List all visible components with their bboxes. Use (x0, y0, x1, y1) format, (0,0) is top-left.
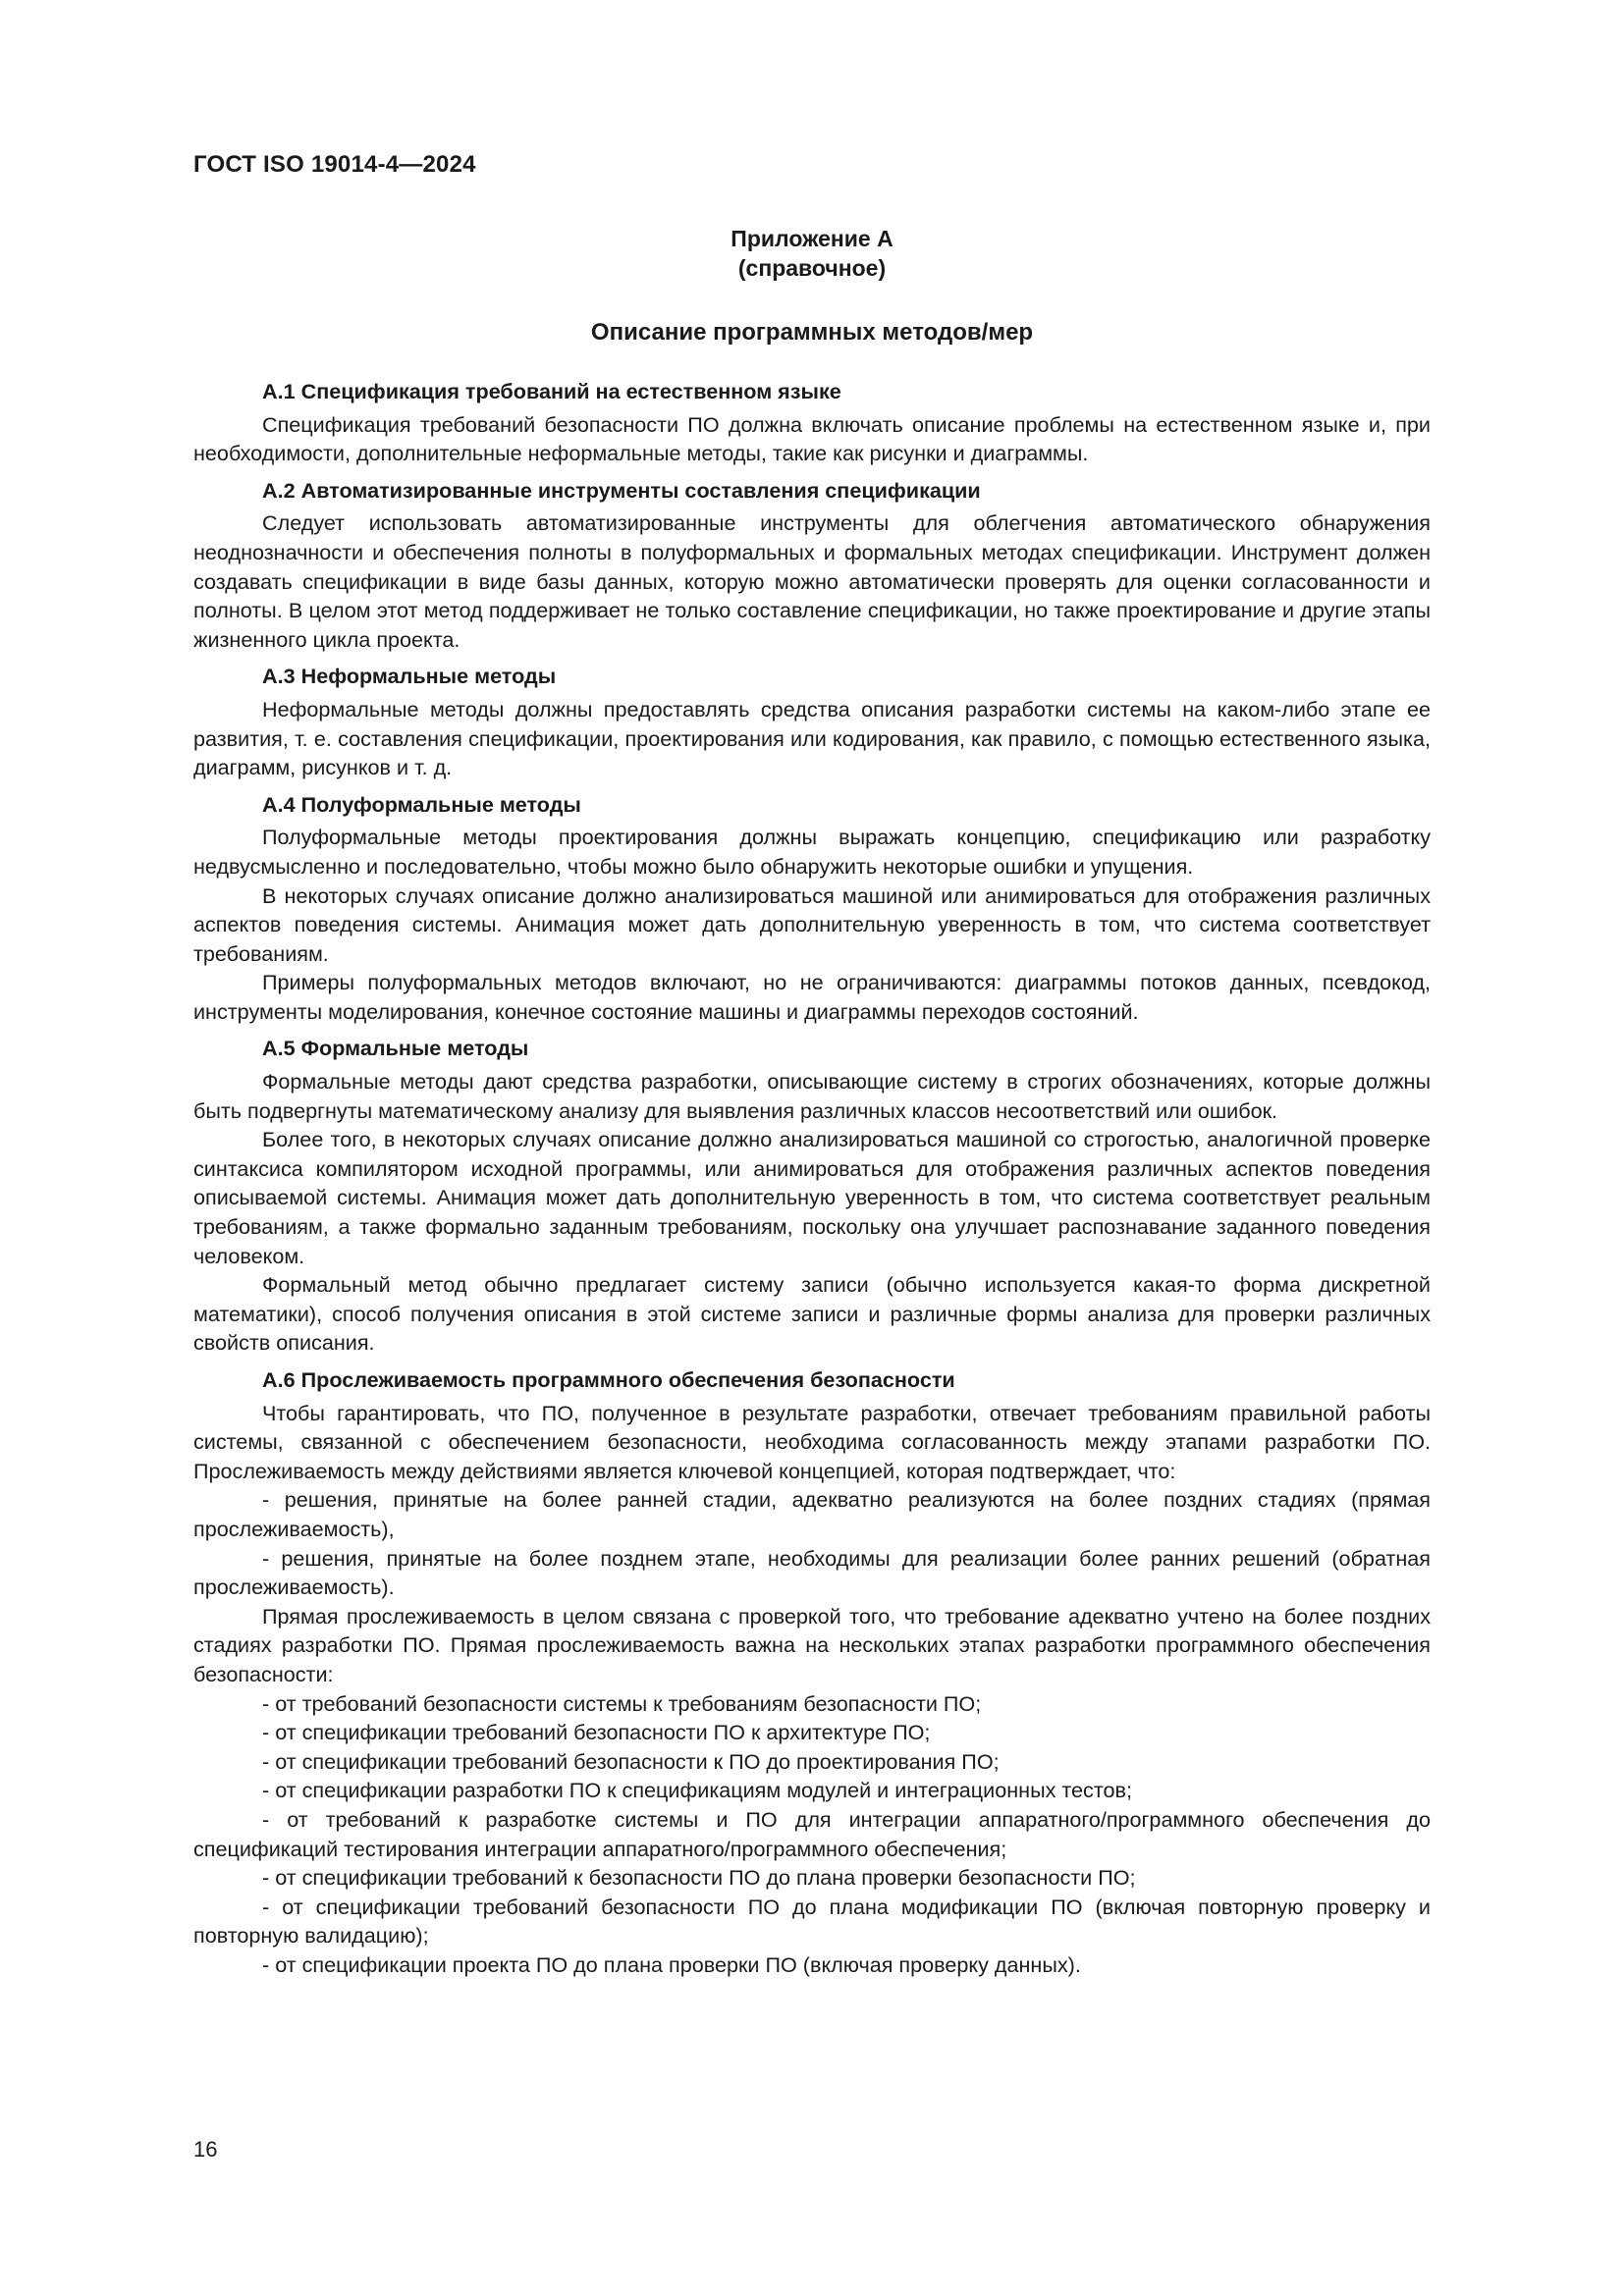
appendix-block (193, 224, 1431, 283)
list-item: - от спецификации разработки ПО к спецификациям модулей и интеграционных тестов; (262, 1778, 1132, 1803)
section-heading: А.5 Формальные методы (262, 1036, 529, 1061)
document-title: Описание программных методов/мер (590, 319, 1034, 346)
list-item: - от требований к разработке системы и ПО для интеграции аппаратного/программного обеспечения до спецификаций тестирования интеграции аппаратного/программного обеспечения; (193, 1806, 1431, 1861)
list-item: - решения, принятые на более позднем этапе, необходимы для реализации более ранних решений (обратная прослеживаемость). (193, 1545, 1431, 1600)
paragraph: В некоторых случаях описание должно анализироваться машиной или анимироваться для отображения различных аспектов поведения системы. Анимация может дать дополнительную уверенность в том, что система соответствует требованиям. (193, 882, 1431, 966)
standard-code: ГОСТ ISO 19014-4—2024 (193, 151, 476, 178)
paragraph: Прямая прослеживаемость в целом связана с проверкой того, что требование адекватно учтено на более поздних стадиях разработки ПО. Прямая прослеживаемость важна на нескольких этапах разработки программного обеспечения безопасности: (193, 1603, 1431, 1686)
page-number: 16 (193, 2137, 218, 2162)
paragraph: Примеры полуформальных методов включают, но не ограничиваются: диаграммы потоков данных, псевдокод, инструменты моделирования, конечное состояние машины и диаграммы переходов состояний. (193, 970, 1431, 1024)
section-heading: А.4 Полуформальные методы (262, 791, 581, 817)
paragraph: Формальный метод обычно предлагает систему записи (обычно используется какая-то форма дискретной математики), способ получения описания в этой системе записи и различные формы анализа для проверки различных свойств описания. (193, 1272, 1431, 1356)
section-heading: А.2 Автоматизированные инструменты составления спецификации (262, 477, 981, 503)
list-item: - решения, принятые на более ранней стадии, адекватно реализуются на более поздних стадиях (прямая прослеживаемость), (193, 1487, 1431, 1541)
paragraph: Полуформальные методы проектирования должны выражать концепцию, спецификацию или разработку недвусмысленно и последовательно, чтобы можно было обнаружить некоторые ошибки и упущения. (193, 825, 1431, 879)
paragraph: Неформальные методы должны предоставлять средства описания разработки системы на каком-либо этапе ее развития, т. е. составления спецификации, проектирования или кодирования, как правило, с помощью естественного языка, диаграмм, рисунков и т. д. (193, 696, 1431, 780)
list-item: - от спецификации требований к безопасности ПО до плана проверки безопасности ПО; (262, 1865, 1136, 1891)
paragraph: Формальные методы дают средства разработки, описывающие систему в строгих обозначениях, которые должны быть подвергнуты математическому анализу для выявления различных классов несоответствий или ошибок. (193, 1069, 1431, 1123)
list-item: - от спецификации требований безопасности к ПО до проектирования ПО; (262, 1748, 1000, 1774)
paragraph: Спецификация требований безопасности ПО должна включать описание проблемы на естественном языке и, при необходимости, дополнительные неформальные методы, такие как рисунки и диаграммы. (193, 411, 1431, 466)
list-item: - от спецификации требований безопасности ПО до плана модификации ПО (включая повторную проверку и повторную валидацию); (193, 1894, 1431, 1949)
list-item: - от спецификации проекта ПО до плана проверки ПО (включая проверку данных). (262, 1951, 1081, 1977)
list-item: - от спецификации требований безопасности ПО к архитектуре ПО; (262, 1720, 931, 1745)
section-heading: А.3 Неформальные методы (262, 664, 557, 689)
paragraph: Чтобы гарантировать, что ПО, полученное в результате разработки, отвечает требованиям правильной работы системы, связанной с обеспечением безопасности, необходима согласованность между этапами разработки ПО. Прослеживаемость между действиями является ключевой концепцией, которая подтверждает, что: (193, 1400, 1431, 1483)
section-heading: А.1 Спецификация требований на естественном языке (262, 379, 841, 403)
paragraph: Более того, в некоторых случаях описание должно анализироваться машиной со строгостью, аналогичной проверке синтаксиса компилятором исходной программы, или анимироваться для отображения различных аспектов поведения описываемой системы. Анимация может дать дополнительную уверенность в том, что система соответствует реальным требованиям, а также формально заданным требованиям, поскольку она улучшает распознавание заданного поведения человеком. (193, 1127, 1431, 1268)
appendix-title: Приложение А (731, 226, 893, 251)
document-body (193, 377, 1431, 1979)
list-item: - от требований безопасности системы к требованиям безопасности ПО; (262, 1690, 982, 1716)
paragraph: Следует использовать автоматизированные инструменты для облегчения автоматического обнаружения неоднозначности и обеспечения полноты в полуформальных и формальных методах спецификации. Инструмент должен создавать спецификации в виде базы данных, которую можно автоматически проверять для оценки согласованности и полноты. В целом этот метод поддерживает не только составление спецификации, но также проектирование и другие этапы жизненного цикла проекта. (193, 510, 1431, 652)
section-heading: А.6 Прослеживаемость программного обеспечения безопасности (262, 1367, 955, 1392)
appendix-type: (справочное) (737, 255, 887, 281)
